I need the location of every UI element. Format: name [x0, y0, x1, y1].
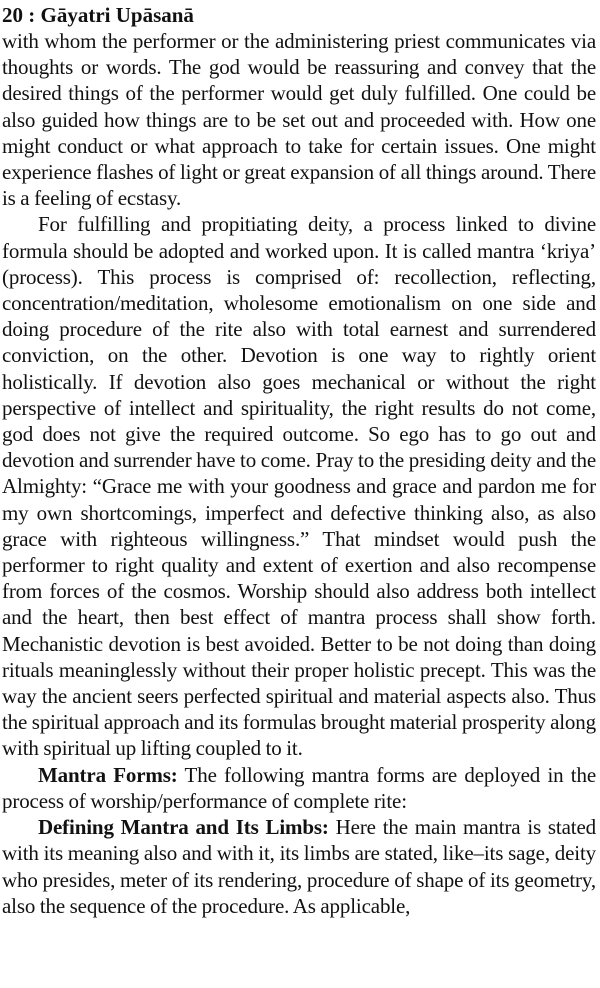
page-body	[2, 28, 596, 919]
running-header	[2, 0, 596, 28]
paragraph-text: For fulfilling and propitiating deity, a process linked to divine formula should be adopted and worked upon. It is called mantra ‘kriya’ (process). This process is comprised of: recollection, reflecting, concentration/meditation, wholesome emotionalism on one side and doing procedure of the rite also with total earnest and surrendered conviction, on the other. Devotion is one way to rightly orient holistically. If devotion also goes mechanical or without the right perspective of intellect and spirituality, the right results do not come, god does not give the required outcome. So ego has to go out and devotion and surrender have to come. Pray to the presiding deity and the Almighty: “Grace me with your goodness and grace and pardon me for my own shortcomings, imperfect and defective thinking also, as also grace with righteous willingness.” That mindset would push the performer to right quality and extent of exertion and also recompense from forces of the cosmos. Worship should also address both intellect and the heart, then best effect of mantra process shall show forth. Mechanistic devotion is best avoided. Better to be not doing than doing rituals meaninglessly without their proper holistic precept. This was the way the ancient seers perfected spiritual and material aspects also. Thus the spiritual approach and its formulas brought material prosperity along with spiritual up lifting coupled to it.	[2, 212, 596, 761]
paragraph-mantra-kriya	[2, 211, 596, 761]
paragraph-text: Here the main mantra is stated with its meaning also and with it, its limbs are stated, like–its sage, deity who presides, meter of its rendering, procedure of shape of its geometry, also the sequence of the procedure. As applicable,	[2, 815, 596, 918]
paragraph-heading: Mantra Forms:	[38, 762, 178, 787]
header-separator: :	[28, 3, 36, 27]
page-number: 20	[2, 3, 23, 27]
paragraph-continuation	[2, 28, 596, 211]
paragraph-mantra-forms	[2, 762, 596, 814]
book-page	[2, 0, 596, 919]
paragraph-text: with whom the performer or the administering priest communicates via thoughts or words. The god would be reassuring and convey that the desired things of the performer would get duly fulfilled. One could be also guided how things are to be set out and proceeded with. How one might conduct or what approach to take for certain issues. One might experience flashes of light or great expansion of all things around. There is a feeling of ecstasy.	[2, 29, 596, 211]
paragraph-text: The following mantra forms are deployed in the process of worship/performance of complete rite:	[2, 762, 597, 813]
paragraph-defining-mantra	[2, 814, 596, 919]
paragraph-heading: Defining Mantra and Its Limbs:	[38, 815, 329, 840]
running-title: Gāyatri Upāsanā	[40, 3, 194, 27]
